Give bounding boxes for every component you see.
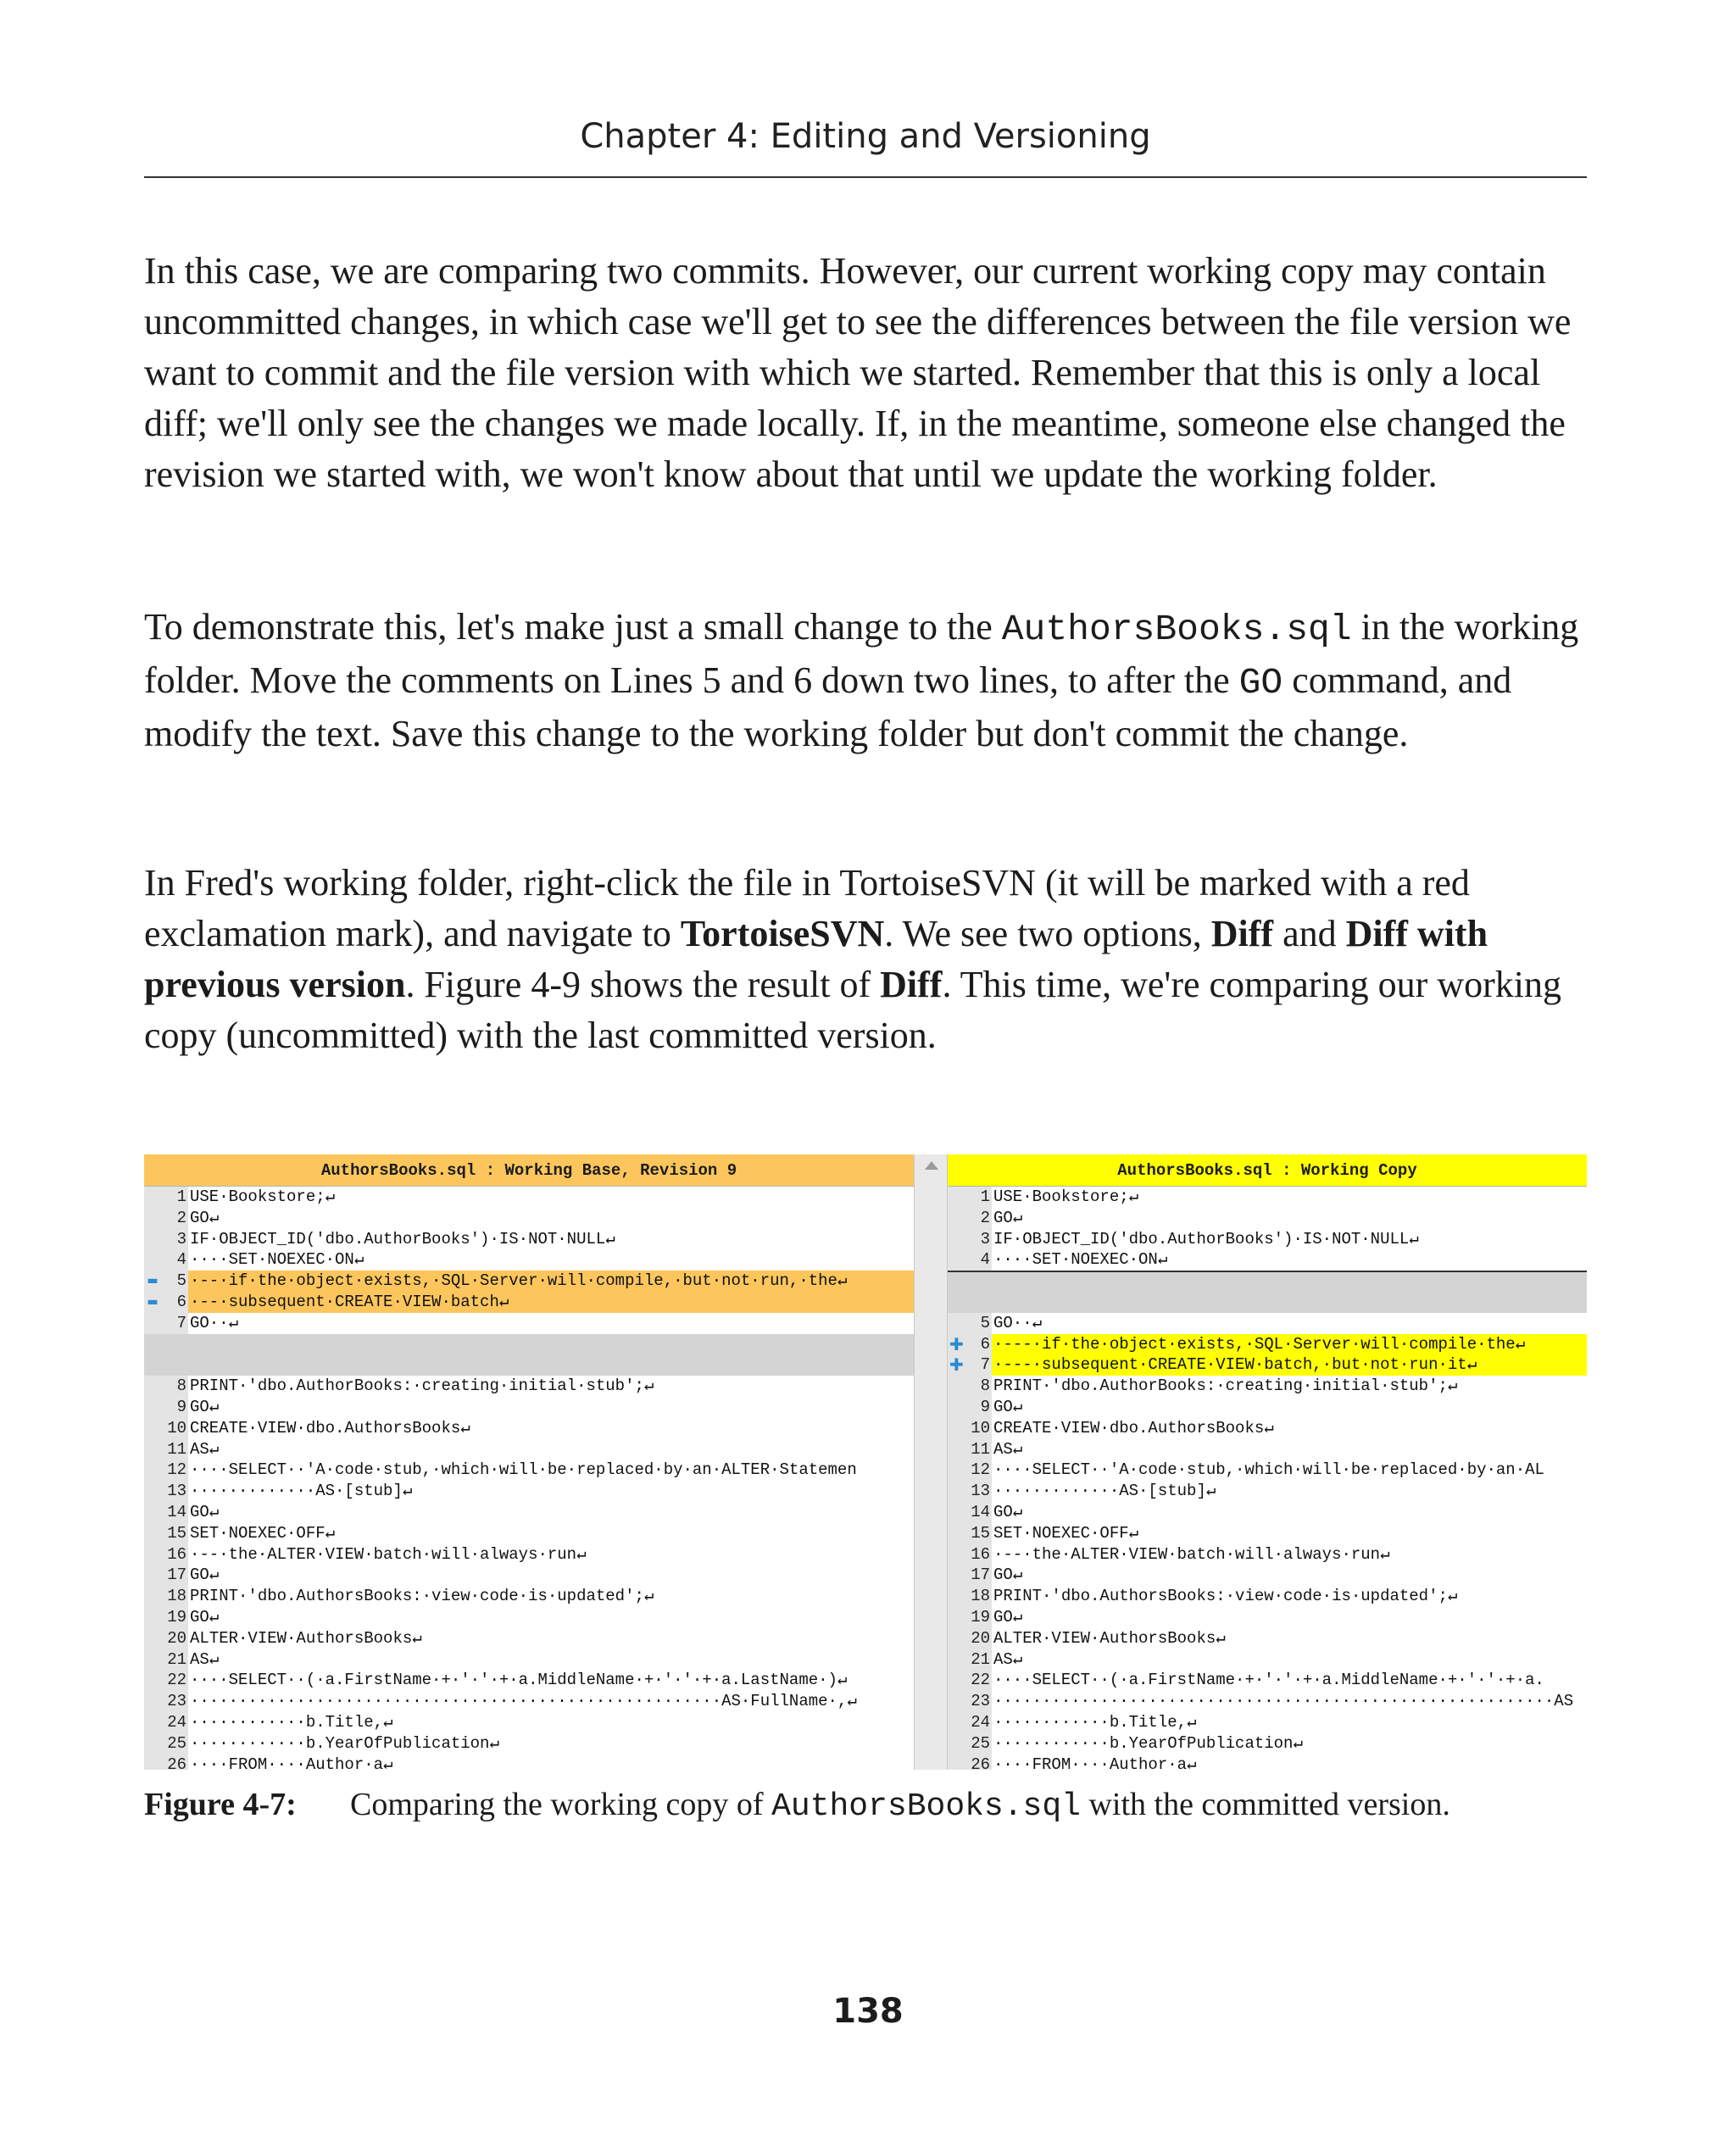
line-code: ·---·subsequent·CREATE·VIEW·batch,·but·not·run·it↵: [993, 1355, 1477, 1375]
diff-left-line: [144, 1733, 914, 1755]
diff-left-line: [144, 1712, 914, 1733]
paragraph-2: [144, 602, 1589, 759]
paragraph-3-bold-diff-previous: Diff with previous version: [144, 913, 1488, 1005]
line-number: 14: [167, 1502, 186, 1521]
line-number: 6: [176, 1292, 186, 1311]
line-number: 10: [971, 1418, 990, 1438]
line-code: ·--·the·ALTER·VIEW·batch·will·always·run↵: [190, 1544, 587, 1564]
diff-left-line: [144, 1670, 914, 1691]
line-code: ·--·the·ALTER·VIEW·batch·will·always·run↵: [993, 1544, 1390, 1564]
line-number: 13: [971, 1482, 990, 1501]
diff-left-line: [144, 1649, 914, 1671]
line-number: 24: [167, 1712, 186, 1732]
line-code: ············b.Title,↵: [993, 1712, 1197, 1732]
diff-right-line: [948, 1670, 1587, 1691]
line-code: IF·OBJECT_ID('dbo.AuthorBooks')·IS·NOT·NULL↵: [993, 1229, 1419, 1248]
line-added-icon: ✚: [949, 1354, 964, 1376]
line-code: CREATE·VIEW·dbo.AuthorsBooks↵: [993, 1418, 1274, 1438]
paragraph-2-text-3: command, and modify the text. Save this change to the working folder but don't commit the change.: [144, 659, 1512, 754]
line-number: 11: [167, 1439, 186, 1459]
line-number: 21: [971, 1649, 990, 1669]
line-code: GO↵: [190, 1208, 220, 1227]
line-number: 11: [971, 1439, 990, 1459]
line-number: 26: [167, 1755, 186, 1770]
line-code: ·--·subsequent·CREATE·VIEW·batch↵: [190, 1292, 509, 1311]
line-number: 1: [980, 1187, 990, 1206]
diff-right-line: [948, 1649, 1587, 1671]
line-code: ··························································AS: [993, 1692, 1574, 1711]
line-number: 10: [167, 1418, 186, 1438]
diff-left-line: [144, 1628, 914, 1649]
line-code: PRINT·'dbo.AuthorsBooks:·view·code·is·updated';↵: [190, 1587, 654, 1606]
diff-right-pane: [948, 1154, 1587, 1770]
diff-left-line: [144, 1523, 914, 1544]
caption-label: Figure 4-7:: [144, 1787, 297, 1822]
diff-pane-splitter[interactable]: [914, 1154, 948, 1770]
line-code: ····SET·NOEXEC·ON↵: [993, 1250, 1168, 1270]
caption-text-1: Comparing the working copy of: [350, 1787, 772, 1822]
diff-left-line: [144, 1418, 914, 1439]
line-number: 14: [971, 1502, 990, 1521]
diff-right-line: [948, 1733, 1587, 1755]
line-code: ·······················································AS·FullName·,↵: [190, 1692, 857, 1711]
diff-left-line: [144, 1313, 914, 1334]
line-number: 9: [176, 1397, 186, 1416]
caption-filename: AuthorsBooks.sql: [771, 1788, 1081, 1825]
line-code: GO↵: [993, 1607, 1023, 1627]
diff-left-line: [144, 1691, 914, 1712]
scroll-up-arrow-icon[interactable]: [925, 1161, 938, 1170]
diff-right-line: [948, 1481, 1587, 1502]
chapter-header: Chapter 4: Editing and Versioning: [580, 117, 1151, 156]
line-code: AS↵: [190, 1439, 220, 1459]
line-number: 9: [980, 1397, 990, 1416]
line-code: ·············AS·[stub]↵: [993, 1482, 1216, 1501]
line-number: 5: [176, 1271, 186, 1291]
line-code: ····SELECT··(·a.FirstName·+·'·'·+·a.MiddleName·+·'·'·+·a.: [993, 1671, 1544, 1690]
diff-left-title: AuthorsBooks.sql : Working Base, Revision 9: [144, 1154, 914, 1187]
line-number: 15: [167, 1523, 186, 1543]
line-number: 19: [971, 1607, 990, 1627]
paragraph-3-text-2: . We see two options,: [884, 913, 1211, 954]
diff-left-line: [144, 1334, 914, 1355]
line-number: 20: [167, 1628, 186, 1648]
line-number: 25: [971, 1733, 990, 1753]
diff-right-line: [948, 1628, 1587, 1649]
line-code: ············b.YearOfPublication↵: [993, 1733, 1303, 1753]
line-code: GO↵: [993, 1397, 1023, 1416]
diff-right-line: [948, 1208, 1587, 1229]
line-number: 17: [167, 1565, 186, 1585]
line-code: CREATE·VIEW·dbo.AuthorsBooks↵: [190, 1418, 470, 1438]
line-code: GO↵: [190, 1502, 220, 1521]
line-number: 17: [971, 1565, 990, 1585]
line-code: GO··↵: [190, 1313, 239, 1332]
line-code: GO↵: [993, 1502, 1023, 1521]
line-number: 2: [176, 1208, 186, 1227]
diff-left-line: [144, 1271, 914, 1292]
diff-right-line: [948, 1439, 1587, 1460]
diff-left-line: [144, 1397, 914, 1418]
diff-right-line: [948, 1187, 1587, 1208]
diff-left-line: [144, 1460, 914, 1481]
line-code: GO↵: [993, 1208, 1023, 1227]
line-gutter: [948, 1292, 992, 1313]
line-code: PRINT·'dbo.AuthorBooks:·creating·initial·stub';↵: [190, 1376, 654, 1396]
line-number: 23: [167, 1692, 186, 1711]
line-code: GO↵: [190, 1397, 220, 1416]
diff-left-line: [144, 1229, 914, 1250]
line-code: ·---·if·the·object·exists,·SQL·Server·will·compile·the↵: [993, 1334, 1526, 1354]
diff-right-line: [948, 1691, 1587, 1712]
line-gutter: [144, 1334, 188, 1355]
line-code: SET·NOEXEC·OFF↵: [993, 1523, 1139, 1543]
line-code: ····FROM····Author·a↵: [190, 1755, 393, 1770]
diff-left-line: [144, 1586, 914, 1607]
line-number: 18: [167, 1587, 186, 1606]
line-number: 12: [971, 1460, 990, 1480]
line-code: ·············AS·[stub]↵: [190, 1482, 413, 1501]
diff-right-line: [948, 1523, 1587, 1544]
diff-right-lines: [948, 1187, 1587, 1770]
line-number: 24: [971, 1712, 990, 1732]
diff-left-line: [144, 1607, 914, 1628]
line-removed-icon: ▬: [147, 1274, 159, 1288]
caption-text: [350, 1783, 1450, 1828]
caption-text-2: with the committed version.: [1080, 1787, 1450, 1822]
line-number: 21: [167, 1649, 186, 1669]
line-number: 22: [167, 1671, 186, 1690]
diff-left-line: [144, 1376, 914, 1397]
line-added-icon: ✚: [949, 1333, 964, 1354]
diff-right-line: [948, 1755, 1587, 1770]
line-number: 7: [980, 1355, 990, 1375]
header-rule: [144, 176, 1587, 178]
diff-right-line: [948, 1229, 1587, 1250]
line-code: GO↵: [993, 1565, 1023, 1585]
diff-left-line: [144, 1565, 914, 1586]
line-code: USE·Bookstore;↵: [190, 1187, 336, 1206]
paragraph-3-bold-diff: Diff: [1210, 913, 1274, 954]
line-code: ····SET·NOEXEC·ON↵: [190, 1250, 364, 1270]
diff-left-pane: [144, 1154, 914, 1770]
line-number: 7: [176, 1313, 186, 1332]
line-number: 26: [971, 1755, 990, 1770]
diff-right-line: [948, 1292, 1587, 1313]
diff-right-line: [948, 1271, 1587, 1292]
line-code: ····SELECT··'A·code·stub,·which·will·be·replaced·by·an·ALTER·Statemen: [190, 1460, 857, 1480]
line-code: GO··↵: [993, 1313, 1043, 1332]
diff-right-line: [948, 1418, 1587, 1439]
line-number: 4: [176, 1250, 186, 1270]
line-number: 15: [971, 1523, 990, 1543]
diff-left-lines: [144, 1187, 914, 1770]
diff-right-line: [948, 1460, 1587, 1481]
diff-left-line: [144, 1544, 914, 1565]
diff-right-line: [948, 1376, 1587, 1397]
line-code: PRINT·'dbo.AuthorsBooks:·view·code·is·updated';↵: [993, 1587, 1458, 1606]
diff-left-line: [144, 1208, 914, 1229]
diff-right-line: [948, 1565, 1587, 1586]
line-code: AS↵: [993, 1649, 1023, 1669]
paragraph-3: [144, 858, 1589, 1061]
line-code: ············b.YearOfPublication↵: [190, 1733, 499, 1753]
line-number: 8: [176, 1376, 186, 1396]
line-number: 23: [971, 1692, 990, 1711]
diff-right-line: [948, 1502, 1587, 1523]
diff-right-line: [948, 1334, 1587, 1355]
paragraph-1: In this case, we are comparing two commits. However, our current working copy may contain uncommitted changes, in which case we'll get to see the differences between the file version we want to commit and the file version with which we started. Remember that this is only a local diff; we'll only see the changes we made locally. If, in the meantime, someone else changed the revision we started with, we won't know about that until we update the working folder.: [144, 250, 1572, 495]
paragraph-3-text-3: and: [1273, 913, 1346, 954]
line-code: ALTER·VIEW·AuthorsBooks↵: [190, 1628, 422, 1648]
line-number: 20: [971, 1628, 990, 1648]
line-number: 5: [980, 1313, 990, 1332]
paragraph-2-filename: AuthorsBooks.sql: [1001, 609, 1352, 650]
diff-left-line: [144, 1755, 914, 1770]
line-number: 6: [980, 1334, 990, 1354]
line-code: IF·OBJECT_ID('dbo.AuthorBooks')·IS·NOT·NULL↵: [190, 1229, 615, 1248]
diff-right-line: [948, 1586, 1587, 1607]
diff-right-line: [948, 1249, 1587, 1271]
line-number: 25: [167, 1733, 186, 1753]
line-removed-icon: ▬: [147, 1294, 159, 1309]
line-number: 8: [980, 1376, 990, 1396]
line-number: 18: [971, 1587, 990, 1606]
line-code: GO↵: [190, 1607, 220, 1627]
diff-right-line: [948, 1397, 1587, 1418]
diff-left-line: [144, 1354, 914, 1376]
paragraph-2-text-1: To demonstrate this, let's make just a small change to the: [144, 606, 1002, 648]
line-code: ·--·if·the·object·exists,·SQL·Server·will·compile,·but·not·run,·the↵: [190, 1271, 848, 1291]
line-number: 4: [980, 1250, 990, 1270]
line-number: 19: [167, 1607, 186, 1627]
line-code: GO↵: [190, 1565, 220, 1585]
line-number: 3: [176, 1229, 186, 1248]
line-code: ············b.Title,↵: [190, 1712, 393, 1732]
paragraph-2-text-2: in the working folder. Move the comments on Lines 5 and 6 down two lines, to after the: [144, 606, 1579, 701]
diff-left-line: [144, 1502, 914, 1523]
line-code: USE·Bookstore;↵: [993, 1187, 1139, 1206]
line-gutter: [948, 1272, 992, 1292]
line-code: ALTER·VIEW·AuthorsBooks↵: [993, 1628, 1226, 1648]
line-code: ····FROM····Author·a↵: [993, 1755, 1197, 1770]
diff-right-line: [948, 1313, 1587, 1334]
line-number: 3: [980, 1229, 990, 1248]
diff-screenshot: [144, 1154, 1587, 1770]
paragraph-3-text-5: . This time, we're comparing our working copy (uncommitted) with the last committed version.: [144, 964, 1561, 1056]
line-code: PRINT·'dbo.AuthorBooks:·creating·initial·stub';↵: [993, 1376, 1458, 1396]
paragraph-3-text-4: . Figure 4-9 shows the result of: [405, 964, 881, 1005]
paragraph-3-bold-diff-2: Diff: [880, 964, 943, 1005]
line-gutter: [144, 1354, 188, 1376]
line-number: 16: [971, 1544, 990, 1564]
paragraph-3-text-1: In Fred's working folder, right-click the file in TortoiseSVN (it will be marked with a red exclamation mark), and navigate to: [144, 862, 1470, 954]
line-code: AS↵: [993, 1439, 1023, 1459]
line-code: SET·NOEXEC·OFF↵: [190, 1523, 336, 1543]
diff-right-line: [948, 1354, 1587, 1376]
paragraph-3-bold-tortoisesvn: TortoiseSVN: [680, 913, 885, 954]
line-number: 13: [167, 1482, 186, 1501]
line-number: 1: [176, 1187, 186, 1206]
diff-left-line: [144, 1481, 914, 1502]
line-number: 12: [167, 1460, 186, 1480]
diff-left-line: [144, 1292, 914, 1313]
line-number: 22: [971, 1671, 990, 1690]
diff-right-line: [948, 1607, 1587, 1628]
page-number: 138: [832, 1992, 904, 2031]
diff-right-line: [948, 1712, 1587, 1733]
line-number: 16: [167, 1544, 186, 1564]
diff-right-title: AuthorsBooks.sql : Working Copy: [948, 1154, 1587, 1187]
diff-left-line: [144, 1439, 914, 1460]
line-code: ····SELECT··(·a.FirstName·+·'·'·+·a.MiddleName·+·'·'·+·a.LastName·)↵: [190, 1671, 848, 1690]
diff-left-line: [144, 1187, 914, 1208]
line-code: ····SELECT··'A·code·stub,·which·will·be·replaced·by·an·AL: [993, 1460, 1544, 1480]
paragraph-2-go-keyword: GO: [1238, 662, 1283, 703]
diff-left-line: [144, 1249, 914, 1271]
line-number: 2: [980, 1208, 990, 1227]
line-code: AS↵: [190, 1649, 220, 1669]
diff-right-line: [948, 1544, 1587, 1565]
